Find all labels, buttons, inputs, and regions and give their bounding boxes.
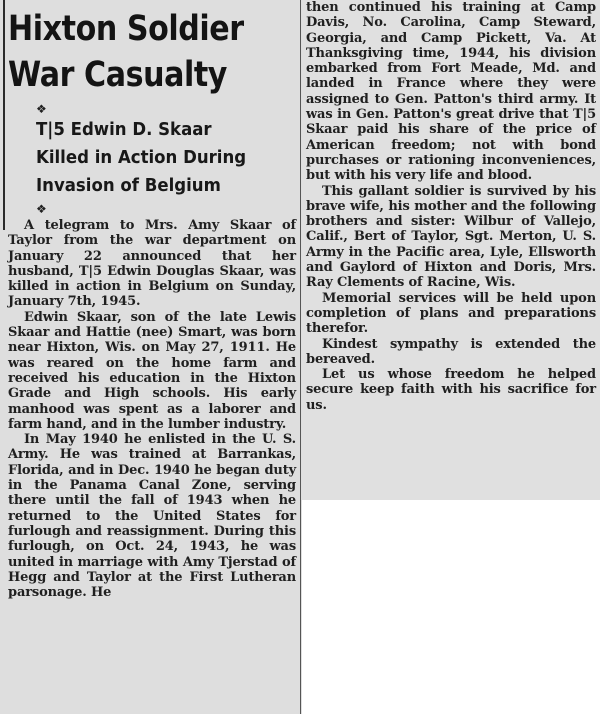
subheadline-line-2: Killed in Action During [36, 147, 247, 168]
article-paragraph: then continued his training at Camp Davis, No. Carolina, Camp Steward, Georgia, and Camp Pickett, Va. At Thanksgiving time, 1944, his division embarked from Fort Meade, Md. and landed in France where they were assigned to Gen. Patton's third army. It was in Gen. Patton's great drive that T|5 Skaar paid his share of the price of American freedom; not with bond purchases or rationing inconveniences, but with his very life and blood. [306, 0, 596, 184]
article-paragraph: Let us whose freedom he helped secure keep faith with his sacrifice for us. [306, 367, 596, 413]
subheadline-line-3: Invasion of Belgium [36, 175, 221, 196]
ornament-diamond-icon: ❖ [36, 102, 47, 116]
article-paragraph: This gallant soldier is survived by his brave wife, his mother and the following brothers and sister: Wilbur of Vallejo, Calif., Bert of Taylor, Sgt. Merton, U. S. Army in the Pacific area, Lyle, Ellsworth and Gaylord of Hixton and Doris, Mrs. Ray Clements of Racine, Wis. [306, 183, 596, 291]
subheadline-line-1: T|5 Edwin D. Skaar [36, 119, 212, 140]
article-paragraph: Edwin Skaar, son of the late Lewis Skaar and Hattie (nee) Smart, was born near Hixton, Wis. on May 27, 1911. He was reared on the home farm and received his education in the Hixton Grade and High schools. His early manhood was spent as a laborer and farm hand, and in the lumber industry. [8, 309, 296, 432]
headline-line-1: Hixton Soldier [8, 9, 244, 49]
left-border-rule [3, 0, 5, 230]
headline-line-2: War Casualty [8, 55, 227, 95]
article-paragraph: A telegram to Mrs. Amy Skaar of Taylor from the war department on January 22 announced that her husband, T|5 Edwin Douglas Skaar, was killed in action in Belgium on Sunday, January 7th, 1945. [8, 218, 296, 310]
right-column [306, 0, 596, 413]
ornament-diamond-icon: ❖ [36, 202, 47, 216]
column-divider [300, 0, 301, 714]
article-paragraph: In May 1940 he enlisted in the U. S. Army. He was trained at Barrankas, Florida, and in Dec. 1940 he began duty in the Panama Canal Zone, serving there until the fall of 1943 when he returned to the United States for furlough and reassignment. During this furlough, on Oct. 24, 1943, he was united in marriage with Amy Tjerstad of Hegg and Taylor at the First Lutheran parsonage. He [8, 432, 296, 601]
article-paragraph: Kindest sympathy is extended the bereaved. [306, 336, 596, 367]
article-paragraph: Memorial services will be held upon completion of plans and preparations therefor. [306, 290, 596, 337]
left-column [8, 0, 296, 600]
